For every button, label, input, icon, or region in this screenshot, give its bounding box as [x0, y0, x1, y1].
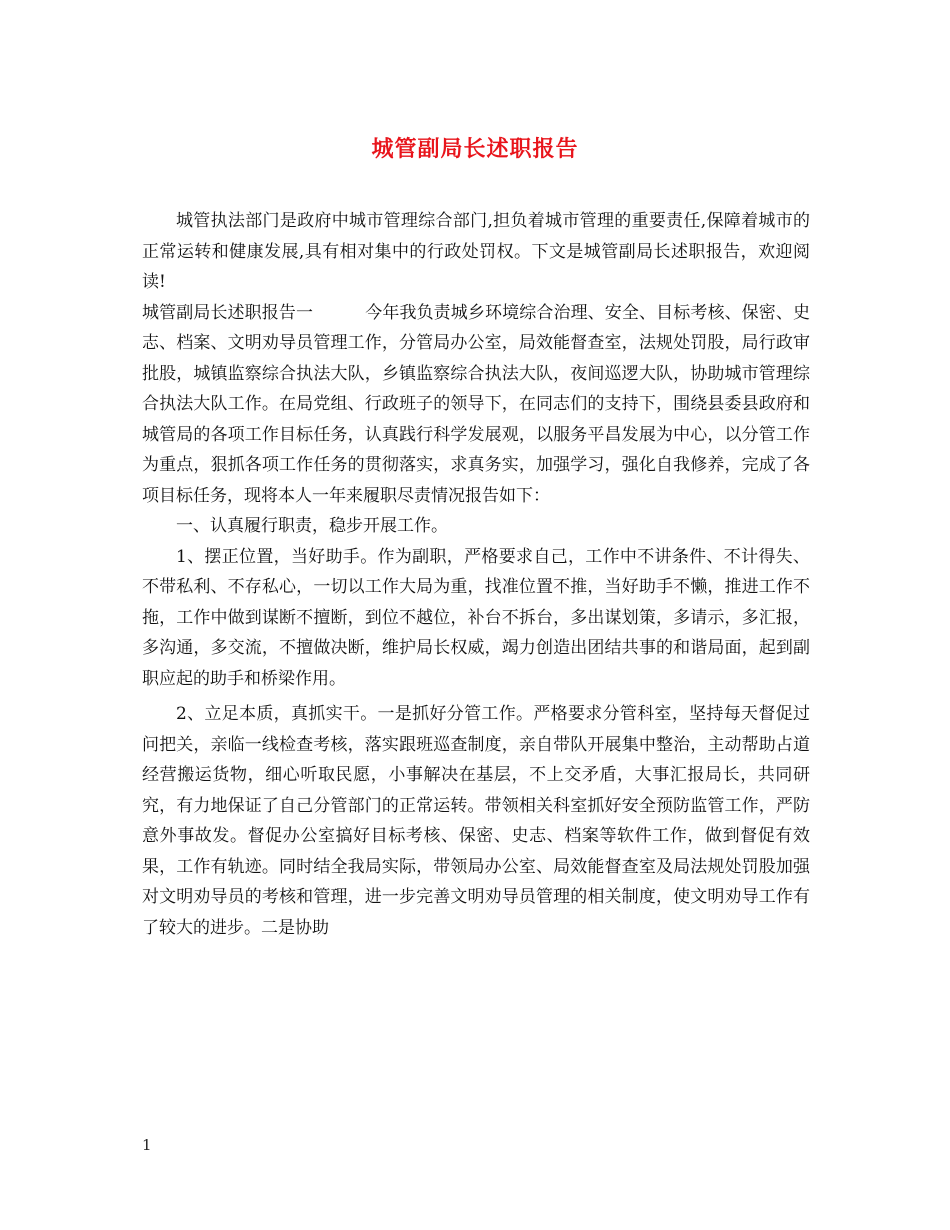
item-1-paragraph: 1、摆正位置，当好助手。作为副职，严格要求自己，工作中不讲条件、不计得失、不带私利、不存私心，一切以工作大局为重，找准位置不推，当好助手不懒，推进工作不拖，工作中做到谋断不擅断，到位不越位，补台不拆台，多出谋划策，多请示，多汇报，多沟通，多交流，不擅做决断，维护局长权威，竭力创造出团结共事的和谐局面，起到副职应起的助手和桥梁作用。	[142, 546, 810, 689]
section-heading: 一、认真履行职责，稳步开展工作。	[176, 516, 448, 536]
intro-paragraph: 城管执法部门是政府中城市管理综合部门,担负着城市管理的重要责任,保障着城市的正常运转和健康发展,具有相对集中的行政处罚权。下文是城管副局长述职报告，欢迎阅读!	[142, 211, 810, 292]
report-opening: 今年我负责城乡环境综合治理、安全、目标考核、保密、史志、档案、文明劝导员管理工作，分管局办公室，局效能督查室，法规处罚股，局行政审批股，城镇监察综合执法大队，乡镇监察综合执法大队，夜间巡逻大队，协助城市管理综合执法大队工作。在局党组、行政班子的领导下，在同志们的支持下，围绕县委县政府和城管局的各项工作目标任务，认真践行科学发展观，以服务平昌发展为中心，以分管工作为重点，狠抓各项工作任务的贯彻落实，求真务实，加强学习，强化自我修养，完成了各项目标任务，现将本人一年来履职尽责情况报告如下：	[142, 302, 811, 506]
document-body	[142, 206, 810, 943]
report-heading: 城管副局长述职报告一	[142, 302, 314, 323]
document-title: 城管副局长述职报告	[371, 136, 579, 162]
page-number: 1	[142, 1136, 152, 1154]
item-2-paragraph: 2、立足本质，真抓实干。一是抓好分管工作。严格要求分管科室，坚持每天督促过问把关，亲临一线检查考核，落实跟班巡查制度，亲自带队开展集中整治，主动帮助占道经营搬运货物，细心听取民愿，小事解决在基层，不上交矛盾，大事汇报局长，共同研究，有力地保证了自己分管部门的正常运转。带领相关科室抓好安全预防监管工作，严防意外事故发。督促办公室搞好目标考核、保密、史志、档案等软件工作，做到督促有效果，工作有轨迹。同时结全我局实际，带领局办公室、局效能督查室及局法规处罚股加强对文明劝导员的考核和管理，进一步完善文明劝导员管理的相关制度，使文明劝导工作有了较大的进步。二是协助	[142, 704, 810, 938]
report-paragraph	[142, 298, 810, 512]
